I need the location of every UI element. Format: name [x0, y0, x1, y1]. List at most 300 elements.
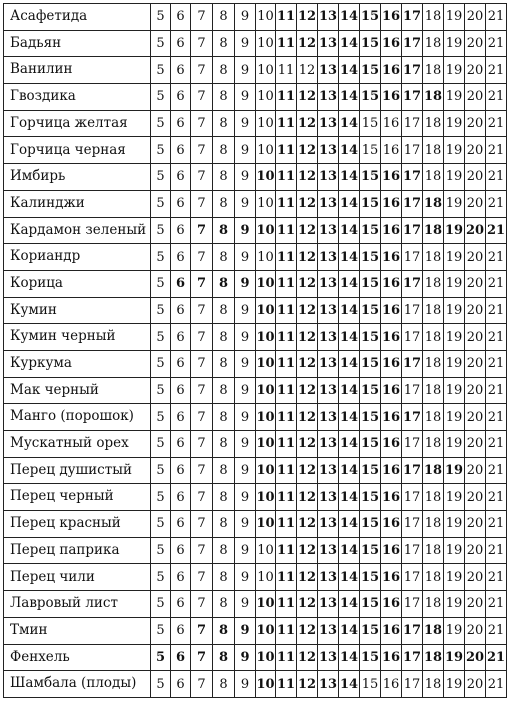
hour-cell-7: 7 — [191, 404, 213, 431]
hour-cell-19: 19 — [444, 564, 465, 591]
hour-cell-14: 14 — [339, 244, 360, 271]
hour-cell-6: 6 — [171, 84, 191, 111]
hour-cell-17: 17 — [402, 270, 423, 297]
hour-cell-19: 19 — [444, 537, 465, 564]
hour-cell-19: 19 — [444, 591, 465, 618]
hour-cell-18: 18 — [423, 30, 444, 57]
hour-cell-14: 14 — [339, 137, 360, 164]
hour-cell-21: 21 — [486, 30, 507, 57]
hour-cell-19: 19 — [444, 190, 465, 217]
hour-cell-20: 20 — [465, 617, 486, 644]
hour-cell-7: 7 — [191, 564, 213, 591]
hour-cell-16: 16 — [381, 377, 402, 404]
hour-cell-19: 19 — [444, 110, 465, 137]
hour-cell-5: 5 — [151, 537, 171, 564]
hour-cell-20: 20 — [465, 244, 486, 271]
hour-cell-15: 15 — [360, 164, 381, 191]
hour-cell-13: 13 — [318, 511, 339, 538]
hour-cell-17: 17 — [402, 431, 423, 458]
hour-cell-16: 16 — [381, 4, 402, 31]
hour-cell-18: 18 — [423, 244, 444, 271]
hour-cell-6: 6 — [171, 350, 191, 377]
hour-cell-11: 11 — [276, 511, 297, 538]
hour-cell-13: 13 — [318, 297, 339, 324]
hour-cell-17: 17 — [402, 511, 423, 538]
hour-cell-18: 18 — [423, 564, 444, 591]
hour-cell-13: 13 — [318, 57, 339, 84]
hour-cell-9: 9 — [235, 217, 256, 244]
hour-cell-17: 17 — [402, 57, 423, 84]
hour-cell-14: 14 — [339, 404, 360, 431]
hour-cell-13: 13 — [318, 377, 339, 404]
hour-cell-14: 14 — [339, 671, 360, 698]
hour-cell-10: 10 — [256, 297, 276, 324]
hour-cell-14: 14 — [339, 617, 360, 644]
hour-cell-18: 18 — [423, 511, 444, 538]
hour-cell-10: 10 — [256, 537, 276, 564]
hour-cell-20: 20 — [465, 511, 486, 538]
hour-cell-5: 5 — [151, 457, 171, 484]
hour-cell-7: 7 — [191, 484, 213, 511]
hour-cell-19: 19 — [444, 644, 465, 671]
hour-cell-21: 21 — [486, 564, 507, 591]
hour-cell-14: 14 — [339, 190, 360, 217]
hour-cell-14: 14 — [339, 591, 360, 618]
hour-cell-12: 12 — [297, 537, 318, 564]
hour-cell-7: 7 — [191, 110, 213, 137]
hour-cell-6: 6 — [171, 457, 191, 484]
hour-cell-11: 11 — [276, 190, 297, 217]
hour-cell-9: 9 — [235, 564, 256, 591]
hour-cell-15: 15 — [360, 137, 381, 164]
hour-cell-7: 7 — [191, 644, 213, 671]
hour-cell-20: 20 — [465, 537, 486, 564]
hour-cell-9: 9 — [235, 617, 256, 644]
hour-cell-5: 5 — [151, 84, 171, 111]
hour-cell-11: 11 — [276, 244, 297, 271]
hour-cell-19: 19 — [444, 457, 465, 484]
hour-cell-8: 8 — [213, 137, 235, 164]
hour-cell-8: 8 — [213, 164, 235, 191]
hour-cell-17: 17 — [402, 244, 423, 271]
hour-cell-13: 13 — [318, 324, 339, 351]
hour-cell-21: 21 — [486, 110, 507, 137]
hour-cell-14: 14 — [339, 110, 360, 137]
hour-cell-20: 20 — [465, 377, 486, 404]
hour-cell-14: 14 — [339, 297, 360, 324]
spice-name: Куркума — [4, 350, 151, 377]
hour-cell-9: 9 — [235, 511, 256, 538]
hour-cell-18: 18 — [423, 484, 444, 511]
hour-cell-12: 12 — [297, 457, 318, 484]
hour-cell-13: 13 — [318, 164, 339, 191]
hour-cell-18: 18 — [423, 431, 444, 458]
hour-cell-9: 9 — [235, 404, 256, 431]
hour-cell-16: 16 — [381, 511, 402, 538]
hour-cell-18: 18 — [423, 137, 444, 164]
hour-cell-12: 12 — [297, 4, 318, 31]
hour-cell-5: 5 — [151, 297, 171, 324]
hour-cell-20: 20 — [465, 431, 486, 458]
table-row — [4, 617, 507, 644]
hour-cell-7: 7 — [191, 137, 213, 164]
hour-cell-9: 9 — [235, 591, 256, 618]
hour-cell-7: 7 — [191, 350, 213, 377]
hour-cell-16: 16 — [381, 484, 402, 511]
hour-cell-5: 5 — [151, 350, 171, 377]
spice-name: Перец красный — [4, 511, 151, 538]
spice-name: Кумин черный — [4, 324, 151, 351]
hour-cell-16: 16 — [381, 431, 402, 458]
hour-cell-13: 13 — [318, 350, 339, 377]
hour-cell-21: 21 — [486, 644, 507, 671]
table-row — [4, 537, 507, 564]
hour-cell-15: 15 — [360, 617, 381, 644]
hour-cell-11: 11 — [276, 537, 297, 564]
hour-cell-18: 18 — [423, 297, 444, 324]
hour-cell-8: 8 — [213, 564, 235, 591]
hour-cell-12: 12 — [297, 217, 318, 244]
table-row — [4, 164, 507, 191]
hour-cell-17: 17 — [402, 671, 423, 698]
spice-rows — [4, 4, 507, 698]
hour-cell-13: 13 — [318, 617, 339, 644]
hour-cell-11: 11 — [276, 591, 297, 618]
hour-cell-7: 7 — [191, 591, 213, 618]
hour-cell-12: 12 — [297, 431, 318, 458]
hour-cell-18: 18 — [423, 591, 444, 618]
hour-cell-7: 7 — [191, 4, 213, 31]
hour-cell-9: 9 — [235, 190, 256, 217]
hour-cell-11: 11 — [276, 377, 297, 404]
hour-cell-18: 18 — [423, 671, 444, 698]
hour-cell-9: 9 — [235, 377, 256, 404]
hour-cell-14: 14 — [339, 484, 360, 511]
hour-cell-13: 13 — [318, 644, 339, 671]
hour-cell-21: 21 — [486, 511, 507, 538]
hour-cell-8: 8 — [213, 404, 235, 431]
hour-cell-19: 19 — [444, 350, 465, 377]
hour-cell-7: 7 — [191, 30, 213, 57]
hour-cell-10: 10 — [256, 511, 276, 538]
hour-cell-18: 18 — [423, 190, 444, 217]
spice-name: Горчица желтая — [4, 110, 151, 137]
hour-cell-13: 13 — [318, 671, 339, 698]
hour-cell-17: 17 — [402, 217, 423, 244]
hour-cell-15: 15 — [360, 57, 381, 84]
hour-cell-9: 9 — [235, 84, 256, 111]
hour-cell-8: 8 — [213, 30, 235, 57]
hour-cell-7: 7 — [191, 190, 213, 217]
hour-cell-12: 12 — [297, 377, 318, 404]
hour-cell-9: 9 — [235, 297, 256, 324]
hour-cell-19: 19 — [444, 244, 465, 271]
hour-cell-7: 7 — [191, 671, 213, 698]
hour-cell-10: 10 — [256, 617, 276, 644]
hour-cell-10: 10 — [256, 564, 276, 591]
hour-cell-15: 15 — [360, 297, 381, 324]
hour-cell-13: 13 — [318, 84, 339, 111]
hour-cell-15: 15 — [360, 110, 381, 137]
hour-cell-19: 19 — [444, 617, 465, 644]
hour-cell-19: 19 — [444, 671, 465, 698]
hour-cell-12: 12 — [297, 30, 318, 57]
hour-cell-13: 13 — [318, 190, 339, 217]
hour-cell-20: 20 — [465, 110, 486, 137]
hour-cell-14: 14 — [339, 537, 360, 564]
hour-cell-8: 8 — [213, 377, 235, 404]
hour-cell-8: 8 — [213, 190, 235, 217]
hour-cell-5: 5 — [151, 4, 171, 31]
table-row — [4, 4, 507, 31]
hour-cell-12: 12 — [297, 617, 318, 644]
hour-cell-13: 13 — [318, 217, 339, 244]
hour-cell-15: 15 — [360, 190, 381, 217]
hour-cell-5: 5 — [151, 644, 171, 671]
hour-cell-21: 21 — [486, 297, 507, 324]
spice-name: Имбирь — [4, 164, 151, 191]
hour-cell-6: 6 — [171, 244, 191, 271]
hour-cell-20: 20 — [465, 644, 486, 671]
hour-cell-18: 18 — [423, 270, 444, 297]
hour-cell-18: 18 — [423, 457, 444, 484]
hour-cell-5: 5 — [151, 431, 171, 458]
hour-cell-10: 10 — [256, 324, 276, 351]
hour-cell-16: 16 — [381, 644, 402, 671]
hour-cell-6: 6 — [171, 431, 191, 458]
hour-cell-15: 15 — [360, 30, 381, 57]
hour-cell-19: 19 — [444, 297, 465, 324]
hour-cell-15: 15 — [360, 84, 381, 111]
hour-cell-6: 6 — [171, 484, 191, 511]
hour-cell-10: 10 — [256, 244, 276, 271]
hour-cell-11: 11 — [276, 404, 297, 431]
hour-cell-19: 19 — [444, 324, 465, 351]
hour-cell-9: 9 — [235, 164, 256, 191]
hour-cell-18: 18 — [423, 217, 444, 244]
spice-name: Лавровый лист — [4, 591, 151, 618]
spice-name: Бадьян — [4, 30, 151, 57]
hour-cell-9: 9 — [235, 110, 256, 137]
hour-cell-8: 8 — [213, 244, 235, 271]
hour-cell-8: 8 — [213, 217, 235, 244]
spice-name: Фенхель — [4, 644, 151, 671]
table-row — [4, 644, 507, 671]
spice-name: Кориандр — [4, 244, 151, 271]
table-row — [4, 377, 507, 404]
hour-cell-15: 15 — [360, 564, 381, 591]
hour-cell-21: 21 — [486, 137, 507, 164]
hour-cell-17: 17 — [402, 137, 423, 164]
table-row — [4, 270, 507, 297]
hour-cell-21: 21 — [486, 4, 507, 31]
hour-cell-12: 12 — [297, 324, 318, 351]
hour-cell-21: 21 — [486, 457, 507, 484]
hour-cell-12: 12 — [297, 644, 318, 671]
hour-cell-6: 6 — [171, 217, 191, 244]
hour-cell-13: 13 — [318, 484, 339, 511]
hour-cell-18: 18 — [423, 350, 444, 377]
hour-cell-6: 6 — [171, 591, 191, 618]
hour-cell-18: 18 — [423, 537, 444, 564]
hour-cell-17: 17 — [402, 484, 423, 511]
hour-cell-15: 15 — [360, 4, 381, 31]
hour-cell-19: 19 — [444, 484, 465, 511]
table-row — [4, 324, 507, 351]
hour-cell-8: 8 — [213, 4, 235, 31]
hour-cell-12: 12 — [297, 511, 318, 538]
hour-cell-6: 6 — [171, 617, 191, 644]
hour-cell-6: 6 — [171, 404, 191, 431]
hour-cell-18: 18 — [423, 4, 444, 31]
hour-cell-10: 10 — [256, 484, 276, 511]
hour-cell-9: 9 — [235, 671, 256, 698]
hour-cell-10: 10 — [256, 4, 276, 31]
hour-cell-9: 9 — [235, 431, 256, 458]
hour-cell-21: 21 — [486, 537, 507, 564]
hour-cell-11: 11 — [276, 270, 297, 297]
hour-cell-10: 10 — [256, 84, 276, 111]
table-row — [4, 244, 507, 271]
hour-cell-14: 14 — [339, 164, 360, 191]
hour-cell-13: 13 — [318, 457, 339, 484]
table-row — [4, 457, 507, 484]
hour-cell-21: 21 — [486, 671, 507, 698]
hour-cell-21: 21 — [486, 350, 507, 377]
hour-cell-9: 9 — [235, 4, 256, 31]
hour-cell-10: 10 — [256, 591, 276, 618]
table-row — [4, 671, 507, 698]
hour-cell-6: 6 — [171, 270, 191, 297]
hour-cell-10: 10 — [256, 431, 276, 458]
hour-cell-15: 15 — [360, 431, 381, 458]
hour-cell-17: 17 — [402, 644, 423, 671]
spice-name: Перец паприка — [4, 537, 151, 564]
hour-cell-5: 5 — [151, 244, 171, 271]
spice-name: Гвоздика — [4, 84, 151, 111]
hour-cell-6: 6 — [171, 190, 191, 217]
hour-cell-10: 10 — [256, 404, 276, 431]
hour-cell-6: 6 — [171, 377, 191, 404]
hour-cell-14: 14 — [339, 84, 360, 111]
hour-cell-6: 6 — [171, 110, 191, 137]
hour-cell-21: 21 — [486, 190, 507, 217]
hour-cell-17: 17 — [402, 164, 423, 191]
hour-cell-8: 8 — [213, 617, 235, 644]
hour-cell-16: 16 — [381, 537, 402, 564]
hour-cell-5: 5 — [151, 404, 171, 431]
hour-cell-16: 16 — [381, 591, 402, 618]
hour-cell-18: 18 — [423, 84, 444, 111]
hour-cell-5: 5 — [151, 617, 171, 644]
hour-cell-16: 16 — [381, 84, 402, 111]
hour-cell-9: 9 — [235, 57, 256, 84]
hour-cell-17: 17 — [402, 617, 423, 644]
hour-cell-14: 14 — [339, 644, 360, 671]
hour-cell-8: 8 — [213, 110, 235, 137]
hour-cell-16: 16 — [381, 270, 402, 297]
hour-cell-7: 7 — [191, 511, 213, 538]
spice-name: Мускатный орех — [4, 431, 151, 458]
hour-cell-21: 21 — [486, 324, 507, 351]
hour-cell-15: 15 — [360, 644, 381, 671]
hour-cell-19: 19 — [444, 57, 465, 84]
table-row — [4, 217, 507, 244]
hour-cell-21: 21 — [486, 244, 507, 271]
hour-cell-17: 17 — [402, 377, 423, 404]
hour-cell-8: 8 — [213, 324, 235, 351]
hour-cell-5: 5 — [151, 57, 171, 84]
hour-cell-19: 19 — [444, 511, 465, 538]
hour-cell-7: 7 — [191, 457, 213, 484]
table-row — [4, 431, 507, 458]
hour-cell-7: 7 — [191, 537, 213, 564]
hour-cell-20: 20 — [465, 324, 486, 351]
hour-cell-7: 7 — [191, 164, 213, 191]
hour-cell-8: 8 — [213, 671, 235, 698]
hour-cell-12: 12 — [297, 190, 318, 217]
hour-cell-7: 7 — [191, 270, 213, 297]
hour-cell-10: 10 — [256, 30, 276, 57]
hour-cell-12: 12 — [297, 564, 318, 591]
hour-cell-9: 9 — [235, 484, 256, 511]
hour-cell-5: 5 — [151, 164, 171, 191]
hour-cell-11: 11 — [276, 84, 297, 111]
hour-cell-11: 11 — [276, 110, 297, 137]
hour-cell-11: 11 — [276, 324, 297, 351]
hour-cell-10: 10 — [256, 137, 276, 164]
spice-name: Кардамон зеленый — [4, 217, 151, 244]
hour-cell-8: 8 — [213, 644, 235, 671]
hour-cell-20: 20 — [465, 484, 486, 511]
hour-cell-11: 11 — [276, 57, 297, 84]
hour-cell-21: 21 — [486, 431, 507, 458]
hour-cell-8: 8 — [213, 431, 235, 458]
hour-cell-5: 5 — [151, 217, 171, 244]
hour-cell-9: 9 — [235, 537, 256, 564]
hour-cell-11: 11 — [276, 431, 297, 458]
hour-cell-8: 8 — [213, 270, 235, 297]
table-row — [4, 404, 507, 431]
spice-name: Тмин — [4, 617, 151, 644]
hour-cell-11: 11 — [276, 484, 297, 511]
hour-cell-14: 14 — [339, 4, 360, 31]
hour-cell-17: 17 — [402, 404, 423, 431]
hour-cell-11: 11 — [276, 617, 297, 644]
hour-cell-10: 10 — [256, 164, 276, 191]
spice-name: Перец душистый — [4, 457, 151, 484]
hour-cell-21: 21 — [486, 484, 507, 511]
hour-cell-20: 20 — [465, 84, 486, 111]
hour-cell-5: 5 — [151, 30, 171, 57]
hour-cell-16: 16 — [381, 297, 402, 324]
hour-cell-13: 13 — [318, 431, 339, 458]
hour-cell-6: 6 — [171, 297, 191, 324]
spice-name: Шамбала (плоды) — [4, 671, 151, 698]
hour-cell-10: 10 — [256, 350, 276, 377]
hour-cell-17: 17 — [402, 84, 423, 111]
hour-cell-9: 9 — [235, 244, 256, 271]
hour-cell-5: 5 — [151, 511, 171, 538]
hour-cell-10: 10 — [256, 644, 276, 671]
hour-cell-12: 12 — [297, 137, 318, 164]
hour-cell-8: 8 — [213, 297, 235, 324]
hour-cell-21: 21 — [486, 404, 507, 431]
hour-cell-15: 15 — [360, 511, 381, 538]
hour-cell-11: 11 — [276, 4, 297, 31]
spice-name: Мак черный — [4, 377, 151, 404]
hour-cell-20: 20 — [465, 591, 486, 618]
